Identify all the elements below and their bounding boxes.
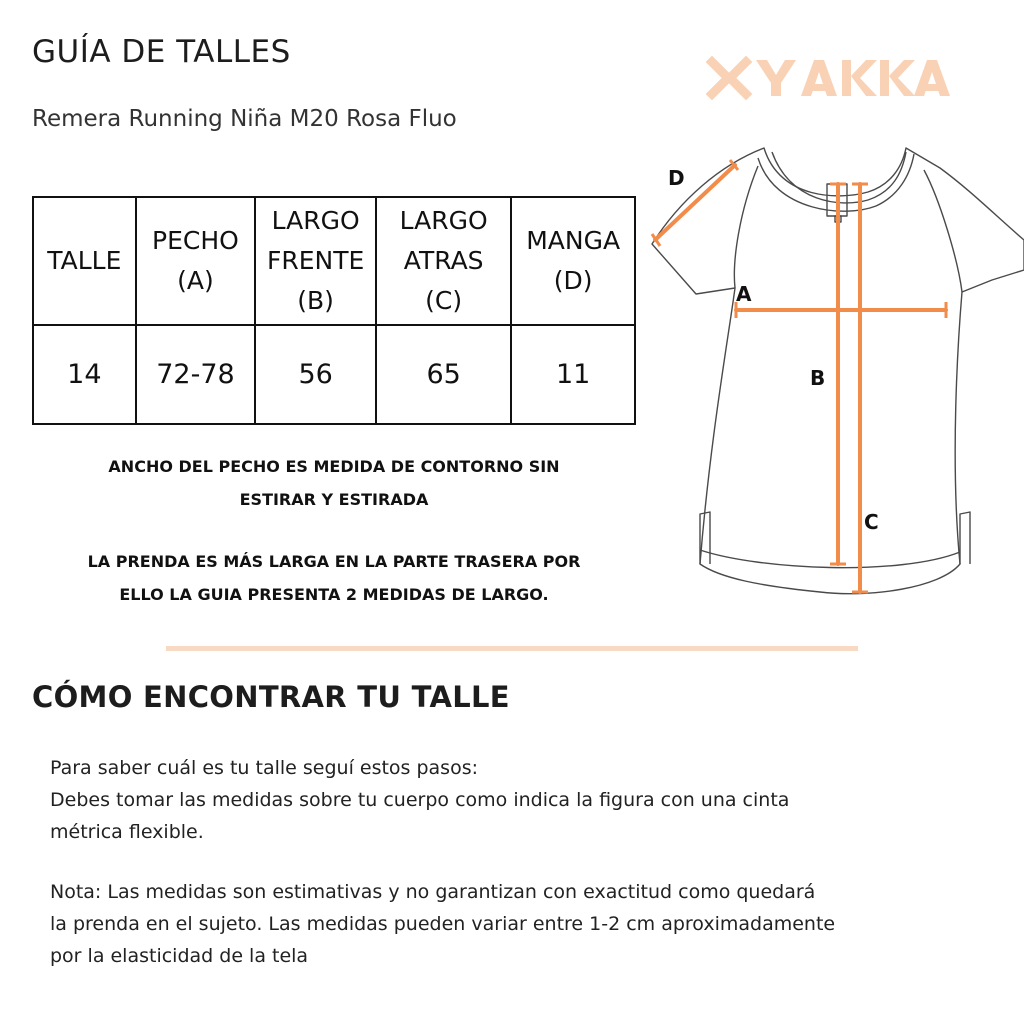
header-largo-atras-label1: LARGO	[399, 206, 488, 235]
disclaimer-line2: la prenda en el sujeto. Las medidas pueden variar entre 1-2 cm aproximadamente	[50, 913, 836, 935]
header-largo-frente-code: (B)	[297, 286, 334, 315]
cell-largo-frente: 56	[255, 325, 376, 424]
header-largo-frente-label1: LARGO	[271, 206, 360, 235]
header-manga	[511, 197, 635, 325]
howto-title: CÓMO ENCONTRAR TU TALLE	[32, 680, 510, 714]
measure-d-line	[655, 165, 735, 240]
disclaimer-line3: por la elasticidad de la tela	[50, 945, 309, 967]
label-a: A	[736, 282, 752, 306]
size-table	[32, 196, 636, 425]
label-b: B	[810, 366, 826, 390]
label-d: D	[668, 166, 685, 190]
cell-talle: 14	[33, 325, 136, 424]
note-back-line2: ELLO LA GUIA PRESENTA 2 MEDIDAS DE LARGO.	[119, 585, 549, 604]
howto-disclaimer	[50, 876, 1000, 972]
product-name: Remera Running Niña M20 Rosa Fluo	[32, 106, 457, 132]
header-largo-atras-label2: ATRAS	[403, 246, 484, 275]
header-pecho	[136, 197, 256, 325]
note-back-length	[32, 545, 636, 611]
note-back-line1: LA PRENDA ES MÁS LARGA EN LA PARTE TRASERA POR	[87, 552, 581, 571]
label-c: C	[864, 510, 879, 534]
cell-manga: 11	[511, 325, 635, 424]
table-row	[33, 325, 635, 424]
note-chest-line2: ESTIRAR Y ESTIRADA	[239, 490, 429, 509]
note-chest-line1: ANCHO DEL PECHO ES MEDIDA DE CONTORNO SIN	[108, 457, 560, 476]
shirt-drawing	[640, 140, 1024, 610]
header-manga-code: (D)	[553, 266, 593, 295]
cell-largo-atras: 65	[376, 325, 511, 424]
howto-line3: métrica flexible.	[50, 821, 204, 843]
yakka-logo	[706, 56, 958, 100]
header-manga-label: MANGA	[526, 226, 621, 255]
note-chest-measure	[32, 450, 636, 516]
header-pecho-code: (A)	[177, 266, 214, 295]
howto-instructions	[50, 752, 1000, 848]
header-talle-label: TALLE	[47, 246, 122, 275]
header-pecho-label: PECHO	[152, 226, 239, 255]
header-largo-frente-label2: FRENTE	[266, 246, 365, 275]
shirt-diagram	[640, 140, 1024, 610]
table-header-row	[33, 197, 635, 325]
section-divider	[166, 646, 858, 651]
howto-line1: Para saber cuál es tu talle seguí estos pasos:	[50, 757, 479, 779]
header-talle	[33, 197, 136, 325]
page-title: GUÍA DE TALLES	[32, 34, 291, 70]
howto-line2: Debes tomar las medidas sobre tu cuerpo como indica la figura con una cinta	[50, 789, 790, 811]
header-largo-atras	[376, 197, 511, 325]
header-largo-frente	[255, 197, 376, 325]
disclaimer-line1: Nota: Las medidas son estimativas y no garantizan con exactitud como quedará	[50, 881, 816, 903]
header-largo-atras-code: (C)	[425, 286, 463, 315]
cell-pecho: 72-78	[136, 325, 256, 424]
